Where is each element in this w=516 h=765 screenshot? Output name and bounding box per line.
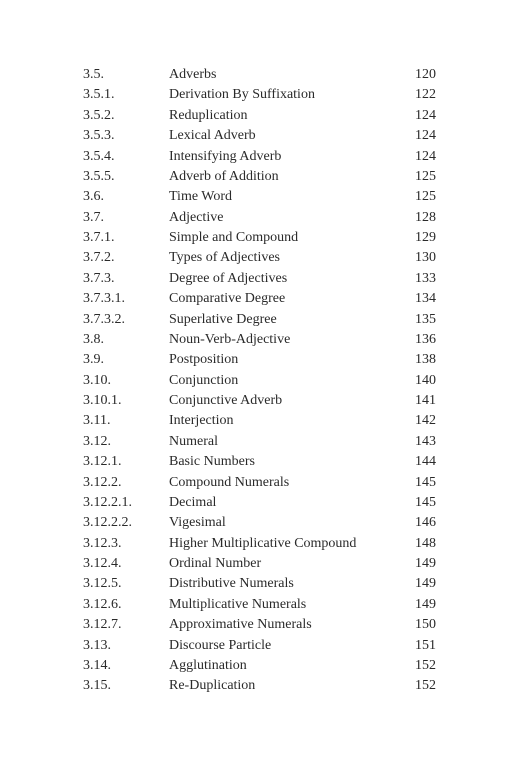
toc-entry [83, 330, 436, 350]
toc-entry [83, 167, 436, 187]
toc-entry-page-number: 129 [415, 230, 436, 245]
toc-entry-page-number: 133 [415, 270, 436, 286]
toc-entry-number: 3.7.3.1. [83, 291, 125, 307]
toc-entry [83, 85, 436, 105]
toc-entry-page-number: 149 [415, 556, 436, 571]
toc-entry-page-number: 125 [415, 189, 436, 205]
toc-entry-title: Higher Multiplicative Compound [169, 535, 357, 551]
toc-entry-title: Numeral [169, 433, 218, 449]
toc-entry-title: Multiplicative Numerals [169, 596, 307, 612]
toc-entry-number: 3.12.3. [83, 535, 122, 551]
toc-entry-page-number: 145 [415, 474, 436, 490]
toc-entry-page-number: 136 [415, 331, 436, 347]
toc-entry [83, 248, 436, 268]
toc-entry [83, 391, 436, 411]
toc-entry [83, 493, 436, 513]
toc-entry-page-number: 124 [415, 107, 436, 123]
toc-entry-page-number: 149 [415, 596, 436, 612]
toc-entry-title: Conjunctive Adverb [169, 393, 283, 408]
toc-entry-page-number: 134 [415, 291, 436, 307]
toc-entry [83, 310, 436, 330]
toc-entry [83, 676, 436, 696]
toc-entry [83, 513, 436, 533]
toc-entry-page-number: 151 [415, 637, 436, 653]
toc-entry-title: Comparative Degree [169, 291, 286, 307]
toc-entry-page-number: 141 [415, 393, 436, 408]
toc-entry [83, 289, 436, 309]
toc-entry [83, 452, 436, 472]
toc-entry-title: Adverb of Addition [169, 168, 279, 184]
toc-entry-title: Types of Adjectives [169, 250, 280, 266]
toc-entry-number: 3.14. [83, 657, 111, 673]
toc-entry-title: Lexical Adverb [169, 128, 256, 144]
toc-entry-title: Agglutination [169, 657, 247, 673]
toc-entry-number: 3.5.3. [83, 128, 115, 144]
toc-entry-number: 3.10. [83, 372, 111, 388]
toc-entry-number: 3.12.5. [83, 576, 122, 592]
toc-entry-page-number: 124 [415, 148, 436, 164]
toc-entry-page-number: 120 [415, 67, 436, 82]
toc-entry-title: Postposition [169, 352, 239, 368]
toc-entry-title: Intensifying Adverb [169, 148, 282, 164]
toc-entry-page-number: 138 [415, 352, 436, 368]
toc-entry-number: 3.5.1. [83, 87, 115, 103]
toc-entry [83, 187, 436, 207]
toc-entry-page-number: 124 [415, 128, 436, 144]
toc-entry-title: Superlative Degree [169, 311, 277, 327]
toc-entry-title: Reduplication [169, 107, 248, 123]
toc-entry-page-number: 125 [415, 168, 436, 184]
toc-entry [83, 432, 436, 452]
toc-entry-title: Time Word [169, 189, 233, 205]
toc-entry-title: Compound Numerals [169, 474, 290, 490]
toc-entry [83, 595, 436, 615]
toc-entry-page-number: 140 [415, 372, 436, 388]
toc-entry-title: Ordinal Number [169, 556, 262, 571]
table-of-contents [83, 65, 436, 697]
toc-entry-page-number: 149 [415, 576, 436, 592]
toc-entry [83, 473, 436, 493]
toc-entry [83, 350, 436, 370]
toc-entry-title: Degree of Adjectives [169, 270, 288, 286]
toc-entry-number: 3.15. [83, 678, 111, 694]
toc-entry-title: Distributive Numerals [169, 576, 294, 592]
toc-entry-page-number: 128 [415, 209, 436, 225]
toc-entry-page-number: 150 [415, 617, 436, 633]
toc-entry-page-number: 130 [415, 250, 436, 266]
toc-entry-title: Interjection [169, 413, 234, 429]
toc-entry [83, 534, 436, 554]
toc-entry-number: 3.13. [83, 637, 111, 653]
toc-entry-title: Noun-Verb-Adjective [169, 331, 291, 347]
toc-entry-page-number: 135 [415, 311, 436, 327]
toc-entry-title: Approximative Numerals [169, 617, 312, 633]
toc-entry-title: Conjunction [169, 372, 239, 388]
toc-entry-number: 3.12.2.2. [83, 515, 132, 531]
toc-entry-page-number: 142 [415, 413, 436, 429]
toc-entry-number: 3.12.7. [83, 617, 122, 633]
toc-entry-number: 3.6. [83, 189, 104, 205]
toc-entry [83, 106, 436, 126]
toc-entry-number: 3.12. [83, 433, 111, 449]
toc-entry-page-number: 148 [415, 535, 436, 551]
toc-entry-number: 3.12.4. [83, 556, 122, 571]
toc-entry [83, 228, 436, 248]
toc-entry [83, 208, 436, 228]
toc-entry-number: 3.12.2. [83, 474, 122, 490]
toc-entry [83, 615, 436, 635]
toc-entry-page-number: 122 [415, 87, 436, 103]
toc-entry-number: 3.7. [83, 209, 104, 225]
toc-entry-number: 3.11. [83, 413, 111, 429]
toc-entry-title: Adverbs [169, 67, 217, 82]
toc-entry-page-number: 146 [415, 515, 436, 531]
toc-entry-number: 3.7.3. [83, 270, 115, 286]
toc-entry-number: 3.12.6. [83, 596, 122, 612]
toc-entry [83, 554, 436, 574]
toc-entry-number: 3.9. [83, 352, 104, 368]
toc-entry [83, 411, 436, 431]
toc-entry-number: 3.5.2. [83, 107, 115, 123]
toc-entry-number: 3.7.2. [83, 250, 115, 266]
toc-entry-title: Simple and Compound [169, 230, 299, 245]
toc-entry-number: 3.5.5. [83, 168, 115, 184]
toc-entry-title: Vigesimal [169, 515, 226, 531]
toc-entry-page-number: 152 [415, 678, 436, 694]
toc-entry-page-number: 152 [415, 657, 436, 673]
toc-entry-title: Re-Duplication [169, 678, 256, 694]
toc-entry-number: 3.7.3.2. [83, 311, 125, 327]
toc-entry [83, 269, 436, 289]
toc-entry [83, 126, 436, 146]
toc-entry-page-number: 145 [415, 494, 436, 510]
toc-entry-title: Adjective [169, 209, 224, 225]
toc-entry [83, 65, 436, 85]
toc-entry [83, 371, 436, 391]
toc-entry [83, 574, 436, 594]
toc-entry-page-number: 144 [415, 454, 436, 470]
toc-entry-number: 3.5. [83, 67, 104, 82]
toc-entry-number: 3.5.4. [83, 148, 115, 164]
toc-entry [83, 147, 436, 167]
toc-entry [83, 636, 436, 656]
toc-entry [83, 656, 436, 676]
toc-entry-number: 3.12.1. [83, 454, 122, 470]
toc-entry-number: 3.7.1. [83, 230, 115, 245]
toc-entry-title: Decimal [169, 494, 217, 510]
toc-entry-page-number: 143 [415, 433, 436, 449]
toc-entry-number: 3.10.1. [83, 393, 122, 408]
toc-entry-title: Discourse Particle [169, 637, 272, 653]
toc-entry-number: 3.8. [83, 331, 104, 347]
toc-entry-title: Derivation By Suffixation [169, 87, 315, 103]
toc-entry-number: 3.12.2.1. [83, 494, 132, 510]
toc-entry-title: Basic Numbers [169, 454, 255, 470]
